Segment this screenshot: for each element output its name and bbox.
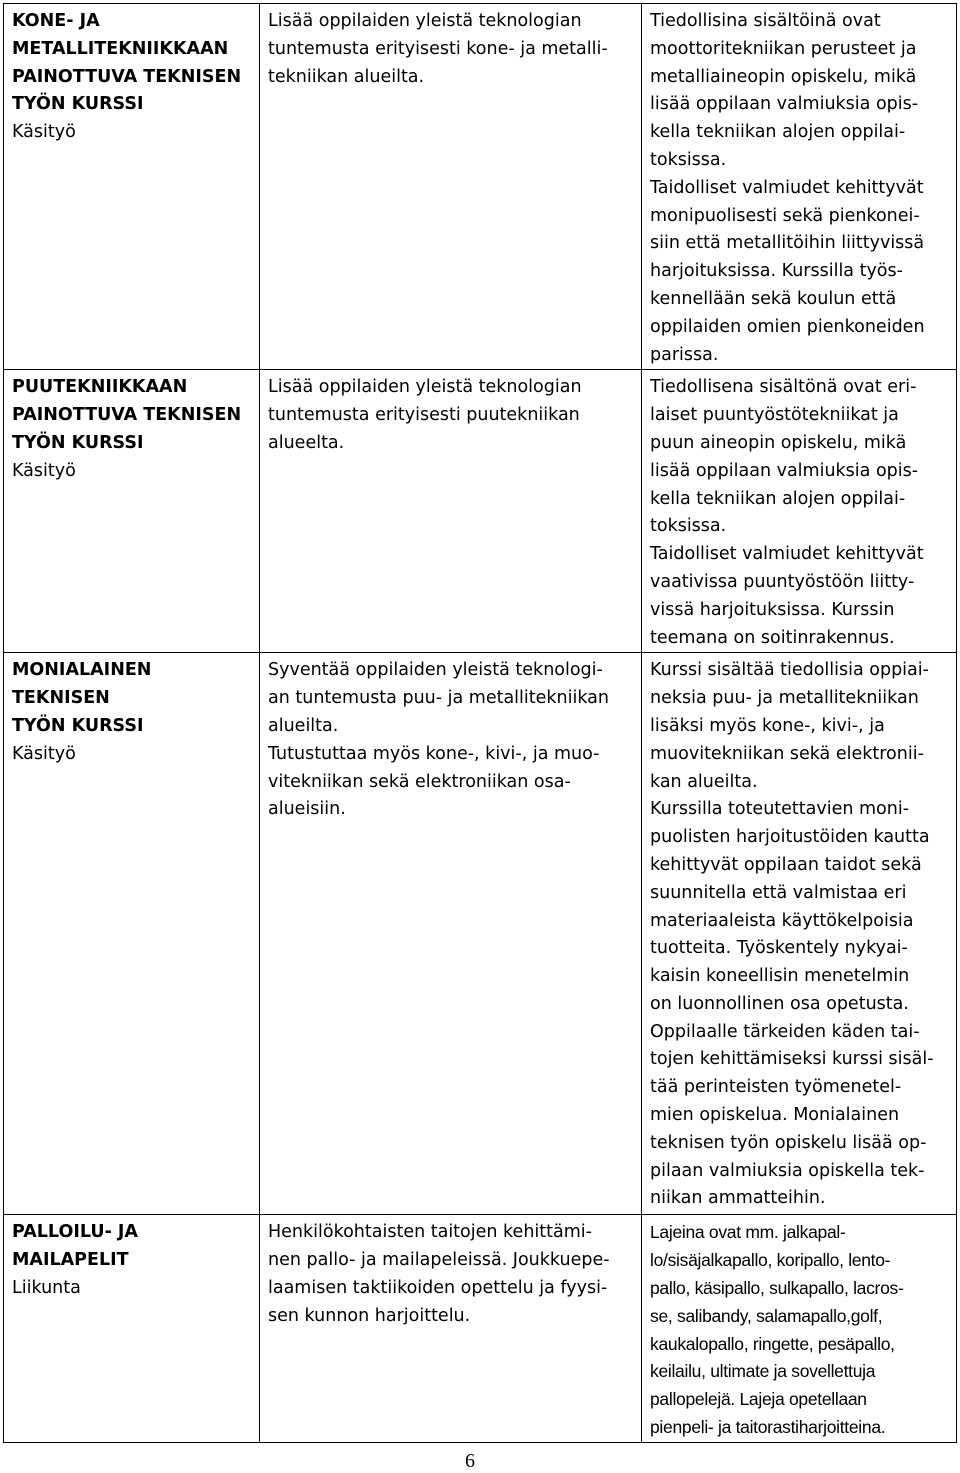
content-line: lisää oppilaan valmiuksia opis- — [650, 460, 919, 481]
course-table — [3, 3, 957, 1443]
course-title-line: TYÖN KURSSI — [12, 432, 144, 453]
content-line: keilailu, ultimate ja sovellettuja — [650, 1361, 876, 1382]
course-goal-cell — [260, 4, 642, 370]
content-line: lisää oppilaan valmiuksia opis- — [650, 94, 919, 115]
course-goal-cell — [260, 370, 642, 653]
content-line: harjoituksissa. Kurssilla työs- — [650, 261, 903, 282]
course-title-line: MONIALAINEN TEKNISEN — [12, 660, 152, 709]
content-line: pallopelejä. Lajeja opetellaan — [650, 1389, 867, 1410]
goal-line: alueilta. — [268, 715, 339, 736]
course-title-line: TYÖN KURSSI — [12, 715, 144, 736]
content-line: tojen kehittämiseksi kurssi sisäl- — [650, 1049, 934, 1070]
content-line: Taidolliset valmiudet kehittyvät — [650, 177, 924, 198]
content-line: pallo, käsipallo, sulkapallo, lacros- — [650, 1277, 904, 1298]
content-line: kaisin koneellisin menetelmin — [650, 966, 910, 987]
goal-line: tuntemusta erityisesti puutekniikan — [268, 405, 580, 426]
content-line: laiset puuntyöstötekniikat ja — [650, 405, 899, 426]
goal-line: nen pallo- ja mailapeleissä. Joukkuepe- — [268, 1250, 610, 1271]
content-line: lisäksi myös kone-, kivi-, ja — [650, 715, 885, 736]
course-content-cell — [642, 653, 957, 1215]
course-goal-cell — [260, 1215, 642, 1442]
goal-line: Henkilökohtaisten taitojen kehittämi- — [268, 1222, 592, 1243]
goal-line: vitekniikan sekä elektroniikan osa- — [268, 771, 571, 792]
course-subject: Käsityö — [12, 743, 76, 764]
course-subject: Liikunta — [12, 1277, 81, 1298]
content-line: Tiedollisina sisältöinä ovat — [650, 11, 881, 31]
content-line: muovitekniikan sekä elektronii- — [650, 743, 924, 764]
content-line: pilaan valmiuksia opiskella tek- — [650, 1160, 925, 1181]
content-line: toksissa. — [650, 149, 727, 170]
content-line: tää perinteisten työmenetel- — [650, 1077, 902, 1098]
table-row — [4, 1215, 957, 1442]
content-line: suunnitella että valmistaa eri — [650, 882, 907, 903]
course-content-cell — [642, 1215, 957, 1442]
content-line: kehittyvät oppilaan taidot sekä — [650, 854, 922, 875]
course-content-cell — [642, 4, 957, 370]
content-line: pienpeli- ja taitorastiharjoitteina. — [650, 1416, 886, 1437]
course-title-line: TYÖN KURSSI — [12, 94, 144, 115]
content-line: Kurssilla toteutettavien moni- — [650, 799, 910, 820]
course-name-cell — [4, 653, 260, 1215]
content-line: moottoritekniikan perusteet ja — [650, 38, 917, 59]
content-line: puolisten harjoitustöiden kautta — [650, 827, 930, 848]
content-line: teemana on soitinrakennus. — [650, 627, 895, 648]
course-goal-cell — [260, 653, 642, 1215]
content-line: on luonnollinen osa opetusta. — [650, 993, 909, 1014]
goal-line: tuntemusta erityisesti kone- ja metalli- — [268, 38, 608, 59]
goal-line: laamisen taktiikoiden opettelu ja fyysi- — [268, 1277, 608, 1298]
content-line: kennellään sekä koulun että — [650, 288, 897, 309]
content-line: neksia puu- ja metallitekniikan — [650, 688, 919, 709]
content-line: Kurssi sisältää tiedollisia oppiai- — [650, 660, 929, 681]
course-name-cell — [4, 4, 260, 370]
content-line: monipuolisesti sekä pienkonei- — [650, 205, 920, 226]
content-line: siin että metallitöihin liittyvissä — [650, 233, 925, 254]
content-line: tuotteita. Työskentely nykyai- — [650, 938, 908, 959]
content-line: mien opiskelua. Monialainen — [650, 1105, 900, 1126]
course-title-line: METALLITEKNIIKKAAN — [12, 38, 229, 59]
content-line: puun aineopin opiskelu, mikä — [650, 432, 907, 453]
content-line: oppilaiden omien pienkoneiden — [650, 316, 925, 337]
course-title-line: PAINOTTUVA TEKNISEN — [12, 405, 242, 426]
course-subject: Käsityö — [12, 122, 76, 143]
content-line: Tiedollisena sisältönä ovat eri- — [650, 377, 917, 398]
content-line: teknisen työn opiskelu lisää op- — [650, 1132, 927, 1153]
content-line: vissä harjoituksissa. Kurssin — [650, 599, 895, 620]
content-line: Lajeina ovat mm. jalkapal- — [650, 1222, 846, 1243]
goal-line: Syventää oppilaiden yleistä teknologi- — [268, 660, 603, 681]
course-name-cell — [4, 370, 260, 653]
goal-line: sen kunnon harjoittelu. — [268, 1305, 471, 1326]
course-title-line: KONE- JA — [12, 11, 100, 31]
goal-line: an tuntemusta puu- ja metallitekniikan — [268, 688, 609, 709]
goal-line: Tutustuttaa myös kone-, kivi-, ja muo- — [268, 743, 600, 764]
course-subject: Käsityö — [12, 460, 76, 481]
content-line: lo/sisäjalkapallo, koripallo, lento- — [650, 1250, 891, 1271]
content-line: kaukalopallo, ringette, pesäpallo, — [650, 1333, 895, 1354]
goal-line: alueelta. — [268, 432, 345, 453]
goal-line: Lisää oppilaiden yleistä teknologian — [268, 11, 582, 31]
content-line: kella tekniikan alojen oppilai- — [650, 122, 906, 143]
table-row — [4, 370, 957, 653]
content-line: parissa. — [650, 344, 719, 365]
content-line: materiaaleista käyttökelpoisia — [650, 910, 914, 931]
page-number: 6 — [465, 1450, 475, 1472]
course-title-line: PUUTEKNIIKKAAN — [12, 377, 188, 398]
content-line: metalliaineopin opiskelu, mikä — [650, 66, 917, 87]
content-line: toksissa. — [650, 516, 727, 537]
course-name-cell — [4, 1215, 260, 1442]
content-line: se, salibandy, salamapallo,golf, — [650, 1305, 883, 1326]
course-content-cell — [642, 370, 957, 653]
content-line: kella tekniikan alojen oppilai- — [650, 488, 906, 509]
content-line: niikan ammatteihin. — [650, 1188, 826, 1209]
table-row — [4, 653, 957, 1215]
course-title-line: PALLOILU- JA MAILAPELIT — [12, 1222, 138, 1271]
table-row — [4, 4, 957, 370]
content-line: kan alueilta. — [650, 771, 758, 792]
goal-line: Lisää oppilaiden yleistä teknologian — [268, 377, 582, 398]
content-line: Oppilaalle tärkeiden käden tai- — [650, 1021, 920, 1042]
content-line: Taidolliset valmiudet kehittyvät — [650, 544, 924, 565]
content-line: vaativissa puuntyöstöön liitty- — [650, 571, 915, 592]
course-title-line: PAINOTTUVA TEKNISEN — [12, 66, 242, 87]
goal-line: alueisiin. — [268, 799, 346, 820]
goal-line: tekniikan alueilta. — [268, 66, 425, 87]
